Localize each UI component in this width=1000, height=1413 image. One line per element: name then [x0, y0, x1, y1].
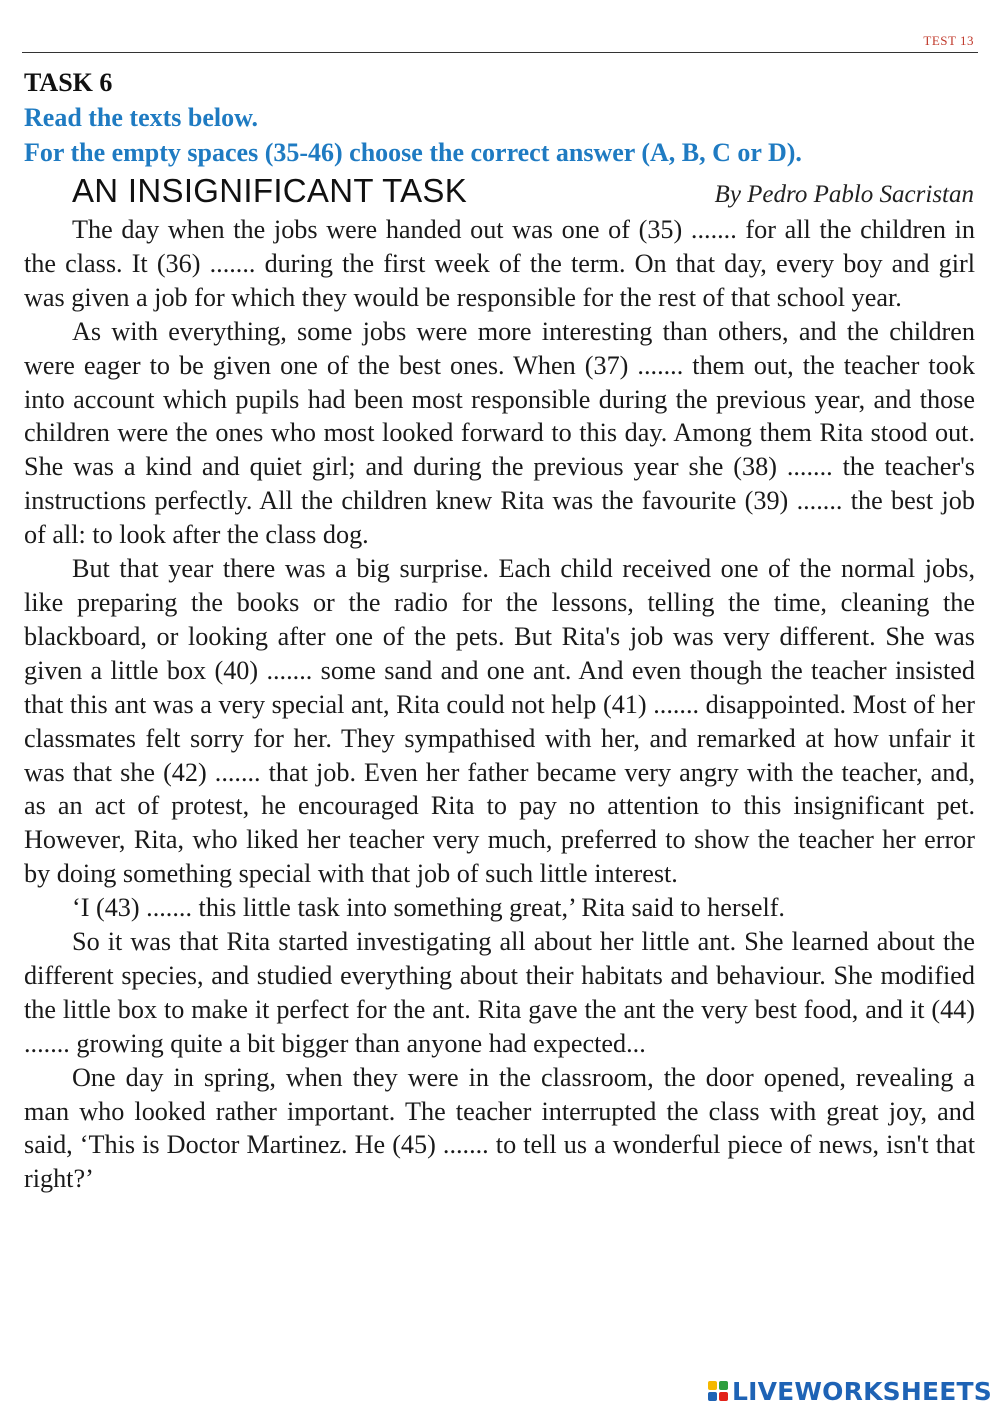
- header-rule: [22, 52, 978, 53]
- task-title: TASK 6: [24, 68, 113, 97]
- story-paragraph-2: As with everything, some jobs were more interesting than others, and the children were eager to be given one of the best ones. When (37) ....... them out, the teacher took into account which pupils had been most responsible during the previous year, and those children were the ones who most looked forward to this day. Among them Rita stood out. She was a kind and quiet girl; and during the previous year she (38) ....... the teacher's instructions perfectly. All the children knew Rita was the favourite (39) ....... the best job of all: to look after the class dog.: [24, 316, 975, 550]
- story-title: AN INSIGNIFICANT TASK: [72, 172, 468, 209]
- test-label: TEST 13: [923, 33, 974, 48]
- logo-square-1: [708, 1381, 717, 1390]
- story-paragraph-4: ‘I (43) ....... this little task into something great,’ Rita said to herself.: [72, 893, 785, 923]
- story-byline: By Pedro Pablo Sacristan: [714, 181, 974, 208]
- instruction-read: Read the texts below.: [24, 103, 258, 132]
- logo-square-4: [719, 1392, 728, 1401]
- liveworksheets-logo: [708, 1376, 992, 1406]
- story-body: [24, 213, 975, 1196]
- logo-square-2: [719, 1381, 728, 1390]
- logo-square-3: [708, 1392, 717, 1401]
- story-paragraph-1: The day when the jobs were handed out was one of (35) ....... for all the children in the class. It (36) ....... during the first week of the term. On that day, every boy and girl was given a job for which they would be responsible for the rest of that school year.: [24, 215, 975, 312]
- liveworksheets-logo-text: LIVEWORKSHEETS: [731, 1376, 992, 1406]
- instruction-choose: For the empty spaces (35-46) choose the correct answer (A, B, C or D).: [24, 138, 802, 167]
- liveworksheets-logo-icon: [708, 1381, 728, 1401]
- story-paragraph-3: But that year there was a big surprise. Each child received one of the normal jobs, like preparing the books or the radio for the lessons, telling the time, cleaning the blackboard, or looking after one of the pets. But Rita's job was very different. She was given a little box (40) ....... some sand and one ant. And even though the teacher insisted that this ant was a very special ant, Rita could not help (41) ....... disappointed. Most of her classmates felt sorry for her. They sympathised with her, and remarked at how unfair it was that she (42) ....... that job. Even her father became very angry with the teacher, and, as an act of protest, he encouraged Rita to pay no attention to this insignificant pet. However, Rita, who liked her teacher very much, preferred to show the teacher her error by doing something special with that job of such little interest.: [24, 554, 975, 889]
- story-paragraph-5: So it was that Rita started investigating all about her little ant. She learned about the different species, and studied everything about their habitats and behaviour. She modified the little box to make it perfect for the ant. Rita gave the ant the very best food, and it (44) ....... growing quite a bit bigger than anyone had expected...: [24, 927, 975, 1058]
- story-paragraph-6: One day in spring, when they were in the classroom, the door opened, revealing a man who looked rather important. The teacher interrupted the class with great joy, and said, ‘This is Doctor Martinez. He (45) ....... to tell us a wonderful piece of news, isn't that right?’: [24, 1062, 975, 1194]
